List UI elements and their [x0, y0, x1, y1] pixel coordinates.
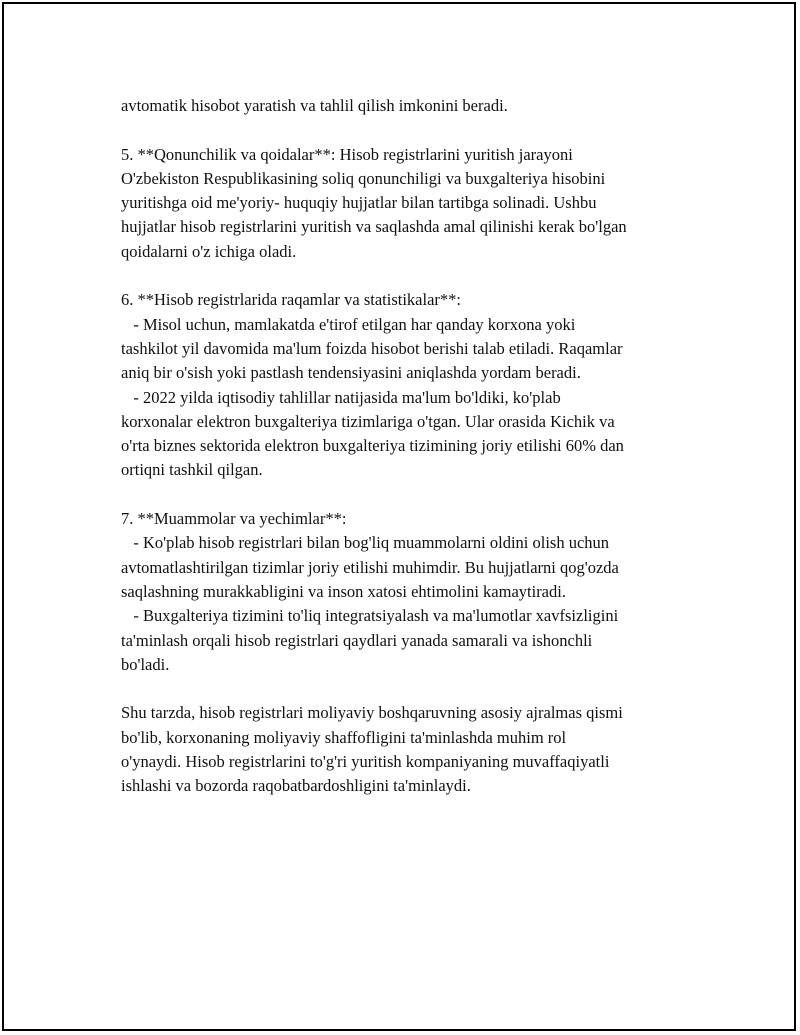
text-line: ortiqni tashkil qilgan. [121, 460, 263, 480]
bullet-line: - 2022 yilda iqtisodiy tahlillar natijasida ma'lum bo'ldiki, ko'plab [121, 387, 561, 407]
text-line: o'rta biznes sektorida elektron buxgalteriya tizimining joriy etilishi 60% dan [121, 436, 624, 456]
section-heading-line: 7. **Muammolar va yechimlar**: [121, 509, 347, 529]
text-line: Shu tarzda, hisob registrlari moliyaviy boshqaruvning asosiy ajralmas qismi [121, 703, 623, 723]
section-heading-line: 5. **Qonunchilik va qoidalar**: Hisob registrlarini yuritish jarayoni [121, 144, 573, 164]
text-line: bo'ladi. [121, 654, 170, 674]
bullet-line: - Misol uchun, mamlakatda e'tirof etilgan har qanday korxona yoki [121, 314, 576, 334]
document-body [121, 94, 701, 799]
section-5-qonunchilik [121, 143, 701, 264]
bullet-line: - Buxgalteriya tizimini to'liq integratsiyalash va ma'lumotlar xavfsizligini [121, 606, 619, 626]
text-line: avtomatlashtirilgan tizimlar joriy etilishi muhimdir. Bu hujjatlarni qog'ozda [121, 557, 619, 577]
text-line: tashkilot yil davomida ma'lum foizda hisobot berishi talab etiladi. Raqamlar [121, 338, 623, 358]
paragraph-conclusion [121, 701, 701, 798]
text-line: O'zbekiston Respublikasining soliq qonunchiligi va buxgalteriya hisobini [121, 168, 606, 188]
text-line: o'ynaydi. Hisob registrlarini to'g'ri yuritish kompaniyaning muvaffaqiyatli [121, 752, 610, 772]
paragraph-intro [121, 94, 701, 118]
text-line: hujjatlar hisob registrlarini yuritish va saqlashda amal qilinishi kerak bo'lgan [121, 217, 627, 237]
paragraph-gap [121, 118, 701, 142]
paragraph-gap [121, 264, 701, 288]
text-line: bo'lib, korxonaning moliyaviy shaffofligini ta'minlashda muhim rol [121, 727, 567, 747]
text-line: qoidalarni o'z ichiga oladi. [121, 241, 297, 261]
section-7-muammolar [121, 507, 701, 677]
text-line: ta'minlash orqali hisob registrlari qaydlari yanada samarali va ishonchli [121, 630, 593, 650]
text-line: yuritishga oid me'yoriy- huquqiy hujjatlar bilan tartibga solinadi. Ushbu [121, 193, 597, 213]
paragraph-gap [121, 483, 701, 507]
text-line: aniq bir o'sish yoki pastlash tendensiyasini aniqlashda yordam beradi. [121, 363, 581, 383]
text-line: ishlashi va bozorda raqobatbardoshligini ta'minlaydi. [121, 776, 471, 796]
paragraph-gap [121, 677, 701, 701]
text-line: korxonalar elektron buxgalteriya tizimlariga o'tgan. Ular orasida Kichik va [121, 411, 615, 431]
text-line: saqlashning murakkabligini va inson xatosi ehtimolini kamaytiradi. [121, 581, 566, 601]
section-heading-line: 6. **Hisob registrlarida raqamlar va statistikalar**: [121, 290, 461, 310]
section-6-raqamlar [121, 288, 701, 482]
bullet-line: - Ko'plab hisob registrlari bilan bog'liq muammolarni oldini olish uchun [121, 533, 610, 553]
document-page [2, 2, 796, 1031]
text-line: avtomatik hisobot yaratish va tahlil qilish imkonini beradi. [121, 96, 508, 115]
